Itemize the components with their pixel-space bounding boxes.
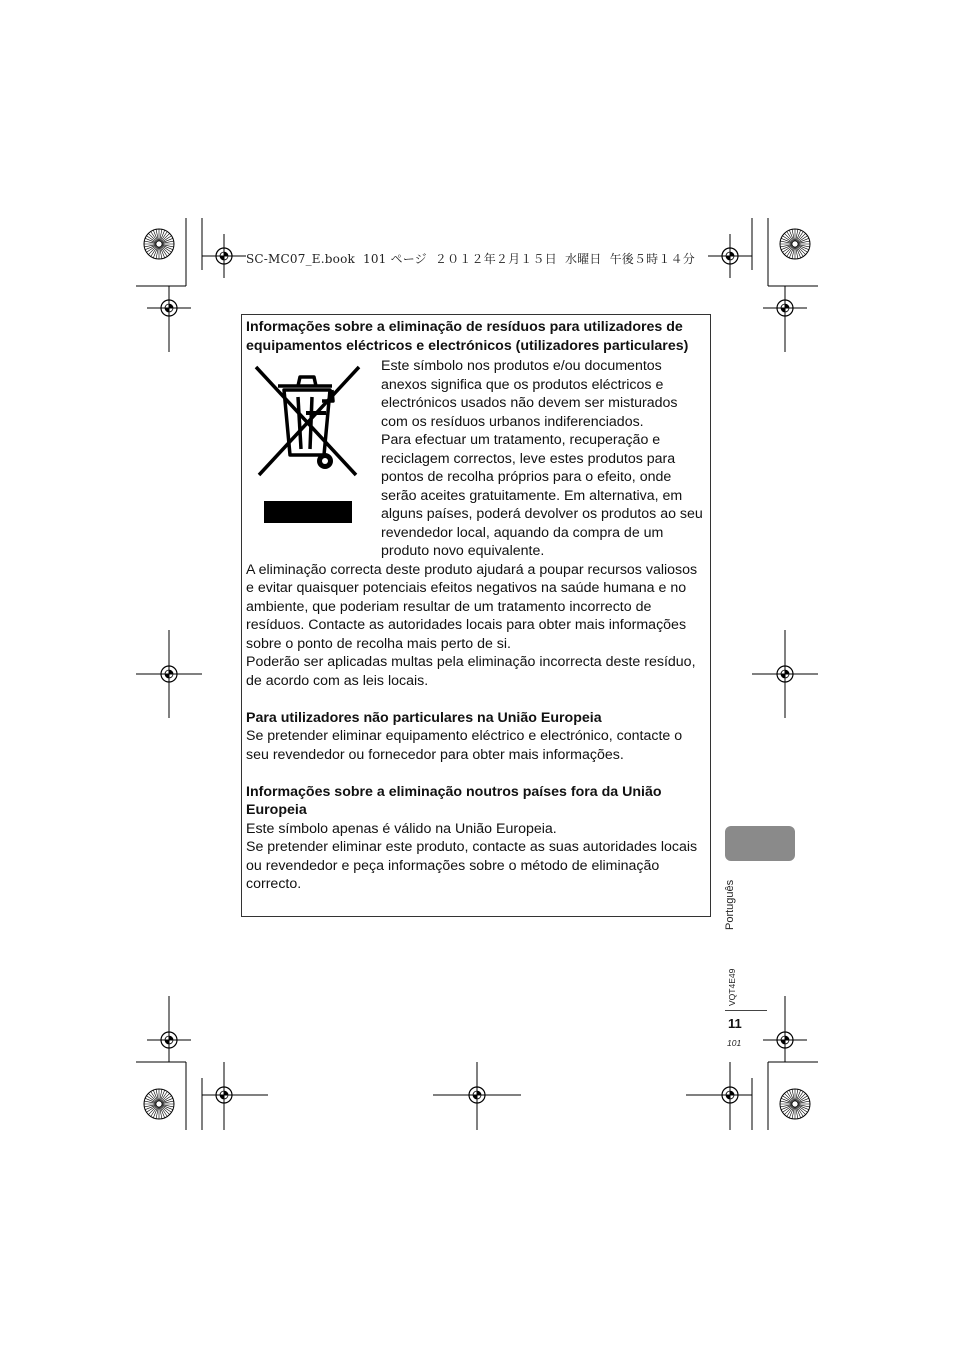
intro-text (381, 357, 708, 561)
page-rule (725, 1010, 767, 1011)
outside-eu-paragraph-1: Este símbolo apenas é válido na União Europeia. (246, 820, 557, 837)
notice-title: Informações sobre a eliminação de resíduos para utilizadores de equipamentos eléctricos e electrónicos (utilizadores particulares) (246, 319, 689, 354)
intro-block (246, 357, 708, 561)
page-number: 11 (728, 1016, 742, 1031)
business-heading: Para utilizadores não particulares na União Europeia (246, 709, 602, 726)
language-tab (725, 826, 795, 861)
crossed-out-wheelie-bin-icon (246, 357, 381, 557)
notice-content (246, 318, 708, 894)
business-text: Se pretender eliminar equipamento eléctrico e electrónico, contacte o seu revendedor ou fornecedor para obter mais informações. (246, 728, 683, 763)
body-paragraph-1: A eliminação correcta deste produto ajudará a poupar recursos valiosos e evitar quaisquer potenciais efeitos negativos na saúde humana e no ambiente, que poderiam resultar de um tratamento incorrecto de resíduos. Contacte as autoridades locais para obter mais informações sobre o ponto de recolha mais perto de si. (246, 561, 698, 652)
body-paragraph-2: Poderão ser aplicadas multas pela eliminação incorrecta deste resíduo, de acordo com as leis locais. (246, 654, 696, 689)
print-header: SC-MC07_E.book 101 ページ ２０１２年２月１５日 水曜日 午後５時１４分 (246, 252, 695, 266)
intro-paragraph-2: Para efectuar um tratamento, recuperação e reciclagem correctos, leve estes produtos para pontos de recolha próprios para o efeito, onde serão aceites gratuitamente. Em alternativa, em alguns países, poderá devolver os produtos ao seu revendedor local, aquando da compra de um produto novo equivalente. (381, 432, 703, 559)
language-label: Português (724, 879, 736, 930)
intro-paragraph-1: Este símbolo nos produtos e/ou documentos anexos significa que os produtos eléctricos e electrónicos usados não devem ser misturados com os resíduos urbanos indiferenciados. (381, 358, 678, 430)
outside-eu-heading: Informações sobre a eliminação noutros países fora da União Europeia (246, 783, 662, 818)
outside-eu-paragraph-2: Se pretender eliminar este produto, contacte as suas autoridades locais ou revendedor e peça informações sobre o método de eliminação correcto. (246, 839, 698, 892)
book-page-number: 101 (727, 1038, 742, 1048)
model-code: VQT4E49 (727, 968, 737, 1006)
